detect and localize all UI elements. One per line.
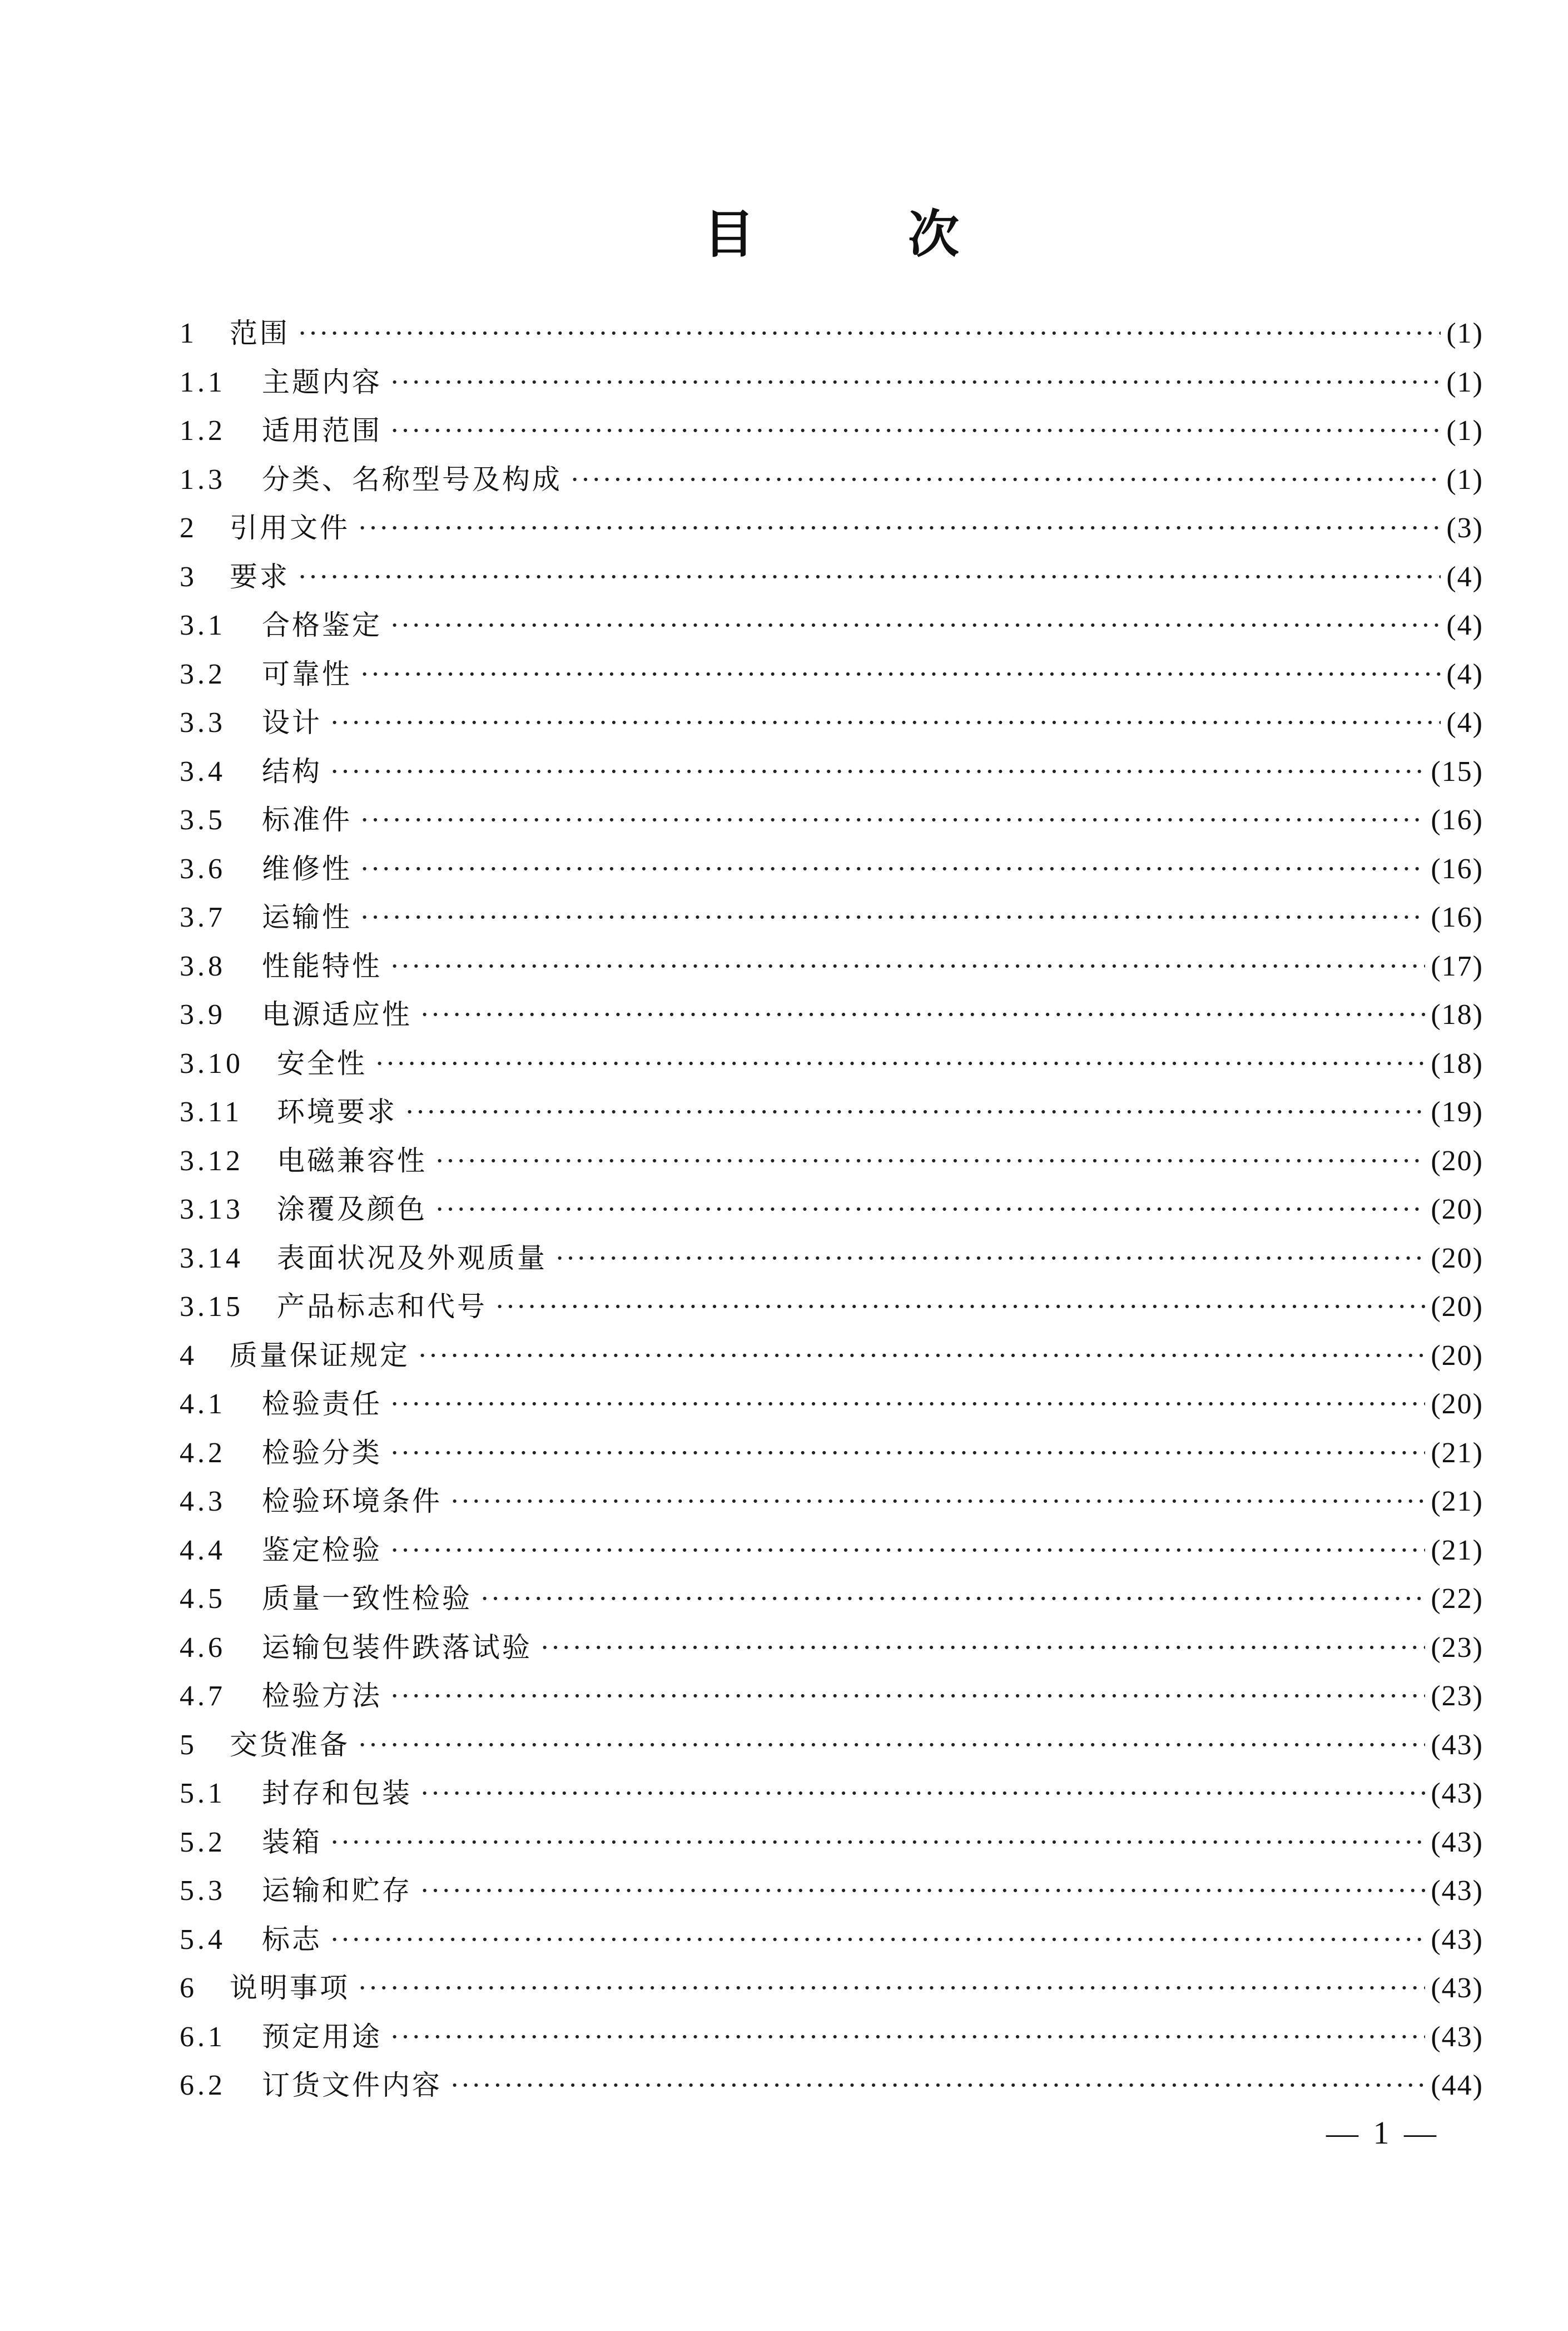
toc-entry-page: (23) [1431, 1631, 1483, 1664]
toc-entry-number: 5.1 [180, 1778, 226, 1809]
page-number: — 1 — [1326, 2115, 1440, 2151]
toc-entry-title: 预定用途 [262, 2020, 382, 2053]
toc-entry-title: 检验分类 [262, 1436, 382, 1469]
toc-dot-leader [375, 1040, 1425, 1088]
toc-entry [180, 1769, 1483, 1818]
toc-entry-page: (15) [1431, 755, 1483, 788]
toc-dot-leader [360, 796, 1425, 845]
toc-entry-number: 1.1 [180, 366, 226, 398]
toc-dot-leader [420, 1769, 1425, 1818]
toc-dot-leader [358, 504, 1441, 553]
toc-entry-number: 1 [180, 318, 197, 349]
toc-entry-number: 5.2 [180, 1826, 226, 1858]
toc-entry-title: 合格鉴定 [262, 609, 382, 641]
toc-entry [180, 942, 1483, 991]
toc-entry [180, 309, 1483, 358]
toc-dot-leader [360, 893, 1425, 942]
toc-entry-title: 设计 [262, 706, 322, 739]
toc-entry-number: 1.2 [180, 415, 226, 447]
toc-entry-number: 3.1 [180, 610, 226, 641]
toc-dot-leader [390, 1672, 1425, 1721]
toc-entry [180, 893, 1483, 942]
toc-entry [180, 1867, 1483, 1916]
toc-entry [180, 1721, 1483, 1770]
toc-dot-leader [570, 456, 1441, 504]
toc-dot-leader [435, 1185, 1425, 1234]
toc-entry [180, 1526, 1483, 1575]
toc-entry-page: (16) [1431, 804, 1483, 836]
toc-entry-title: 维修性 [262, 852, 352, 885]
toc-entry-page: (20) [1431, 1242, 1483, 1274]
toc-entry [180, 1477, 1483, 1526]
toc-entry-page: (22) [1431, 1583, 1483, 1615]
toc-entry-title: 适用范围 [262, 414, 382, 447]
toc-entry [180, 407, 1483, 456]
toc-entry-number: 5.3 [180, 1875, 226, 1907]
toc-entry-title: 说明事项 [230, 1972, 350, 2004]
toc-entry [180, 1429, 1483, 1478]
toc-dot-leader [540, 1624, 1425, 1672]
toc-entry [180, 1672, 1483, 1721]
toc-entry-page: (21) [1431, 1437, 1483, 1469]
toc-entry-title: 结构 [262, 755, 322, 788]
toc-entry-page: (20) [1431, 1291, 1483, 1323]
toc-entry-number: 4.6 [180, 1631, 226, 1664]
toc-entry [180, 1964, 1483, 2013]
toc-entry-number: 4.2 [180, 1437, 226, 1469]
toc-entry-number: 3.9 [180, 999, 226, 1031]
toc-entry-title: 性能特性 [262, 949, 382, 982]
toc-entry-title: 电磁兼容性 [277, 1144, 427, 1177]
toc-entry-title: 封存和包装 [262, 1777, 412, 1809]
toc-entry-title: 质量一致性检验 [262, 1582, 472, 1615]
toc-entry-page: (21) [1431, 1486, 1483, 1517]
toc-entry [180, 1624, 1483, 1672]
toc-dot-leader [360, 845, 1425, 894]
toc-dot-leader [555, 1234, 1425, 1283]
toc-dot-leader [297, 309, 1441, 358]
page-title [703, 204, 959, 265]
toc-dot-leader [390, 601, 1441, 650]
toc-dot-leader [480, 1575, 1425, 1624]
toc-entry [180, 1332, 1483, 1380]
toc-entry-number: 1.3 [180, 463, 226, 496]
toc-entry-title: 表面状况及外观质量 [277, 1241, 547, 1274]
toc-entry-title: 安全性 [277, 1047, 367, 1080]
toc-entry-page: (1) [1446, 415, 1483, 447]
toc-entry-title: 涂覆及颜色 [277, 1193, 427, 1225]
toc-entry [180, 1818, 1483, 1867]
toc-entry [180, 553, 1483, 602]
toc-entry [180, 1380, 1483, 1429]
toc-entry-title: 可靠性 [262, 657, 352, 690]
toc-entry [180, 504, 1483, 553]
toc-entry [180, 1234, 1483, 1283]
toc-entry-title: 交货准备 [230, 1728, 350, 1761]
toc-entry-page: (43) [1431, 1826, 1483, 1858]
toc-entry-page: (1) [1446, 318, 1483, 349]
toc-entry [180, 748, 1483, 796]
table-of-contents [180, 309, 1483, 2110]
toc-entry-title: 标准件 [262, 804, 352, 836]
toc-entry [180, 1283, 1483, 1332]
toc-entry-title: 电源适应性 [262, 998, 412, 1031]
toc-entry [180, 358, 1483, 407]
toc-entry-title: 质量保证规定 [230, 1339, 410, 1372]
toc-entry-number: 3.3 [180, 707, 226, 739]
toc-entry-number: 4 [180, 1339, 197, 1372]
toc-entry [180, 1040, 1483, 1088]
toc-entry [180, 601, 1483, 650]
toc-entry-number: 3.8 [180, 950, 226, 982]
toc-entry [180, 2061, 1483, 2110]
toc-entry-page: (4) [1446, 658, 1483, 690]
toc-entry-title: 运输性 [262, 901, 352, 933]
toc-dot-leader [435, 1137, 1425, 1186]
toc-entry-title: 运输和贮存 [262, 1874, 412, 1907]
toc-dot-leader [420, 1867, 1425, 1916]
toc-entry-title: 要求 [230, 560, 290, 593]
toc-entry-page: (19) [1431, 1096, 1483, 1128]
toc-dot-leader [358, 1721, 1425, 1770]
toc-entry-number: 4.1 [180, 1388, 226, 1420]
toc-entry-number: 3.7 [180, 902, 226, 933]
toc-dot-leader [390, 1526, 1425, 1575]
toc-dot-leader [330, 1916, 1425, 1964]
toc-entry-page: (16) [1431, 853, 1483, 885]
toc-entry-number: 3.12 [180, 1145, 244, 1177]
toc-entry-title: 装箱 [262, 1825, 322, 1858]
toc-entry-page: (43) [1431, 1729, 1483, 1761]
toc-dot-leader [330, 699, 1441, 748]
toc-entry-page: (43) [1431, 1875, 1483, 1907]
toc-dot-leader [358, 1964, 1425, 2013]
toc-entry-page: (4) [1446, 561, 1483, 593]
toc-entry-page: (18) [1431, 1047, 1483, 1080]
toc-entry [180, 1088, 1483, 1137]
toc-dot-leader [450, 1477, 1425, 1526]
toc-entry-title: 引用文件 [230, 512, 350, 544]
toc-entry [180, 1185, 1483, 1234]
toc-entry-title: 订货文件内容 [262, 2069, 442, 2101]
toc-entry-number: 2 [180, 512, 197, 544]
toc-dot-leader [418, 1332, 1425, 1380]
toc-entry-page: (44) [1431, 2070, 1483, 2101]
toc-dot-leader [360, 650, 1441, 699]
toc-entry-page: (18) [1431, 999, 1483, 1031]
toc-entry [180, 845, 1483, 894]
toc-dot-leader [390, 407, 1441, 456]
title-char: 次 [907, 204, 959, 264]
toc-entry-page: (43) [1431, 1972, 1483, 2004]
toc-entry-page: (17) [1431, 950, 1483, 982]
toc-dot-leader [495, 1283, 1425, 1332]
toc-entry-page: (20) [1431, 1194, 1483, 1225]
toc-entry-number: 3.4 [180, 755, 226, 788]
toc-dot-leader [390, 358, 1441, 407]
toc-entry-title: 鉴定检验 [262, 1533, 382, 1566]
toc-entry-number: 3.6 [180, 853, 226, 885]
toc-entry-number: 4.5 [180, 1583, 226, 1615]
toc-entry-title: 检验方法 [262, 1680, 382, 1712]
toc-entry [180, 991, 1483, 1040]
toc-entry-title: 检验责任 [262, 1388, 382, 1420]
toc-dot-leader [330, 1818, 1425, 1867]
toc-entry [180, 796, 1483, 845]
toc-entry-title: 分类、名称型号及构成 [262, 463, 562, 496]
toc-entry-title: 产品标志和代号 [277, 1290, 487, 1323]
toc-entry-page: (43) [1431, 2021, 1483, 2053]
toc-entry [180, 1916, 1483, 1964]
toc-entry-number: 3.2 [180, 658, 226, 690]
toc-entry-number: 4.4 [180, 1534, 226, 1566]
toc-entry-page: (1) [1446, 366, 1483, 398]
toc-dot-leader [390, 1429, 1425, 1478]
toc-dot-leader [330, 748, 1425, 796]
toc-entry-title: 范围 [230, 317, 290, 349]
toc-entry-number: 3.14 [180, 1242, 244, 1274]
toc-entry-page: (43) [1431, 1923, 1483, 1956]
toc-entry-page: (4) [1446, 610, 1483, 641]
toc-entry-page: (23) [1431, 1680, 1483, 1712]
toc-entry [180, 456, 1483, 504]
toc-entry-page: (16) [1431, 902, 1483, 933]
toc-dot-leader [390, 2013, 1425, 2062]
toc-entry-page: (20) [1431, 1388, 1483, 1420]
toc-entry-number: 6.2 [180, 2070, 226, 2101]
toc-entry [180, 1575, 1483, 1624]
toc-entry-number: 4.3 [180, 1486, 226, 1517]
toc-dot-leader [420, 991, 1425, 1040]
toc-entry-page: (3) [1446, 512, 1483, 544]
toc-entry [180, 1137, 1483, 1186]
toc-entry-title: 主题内容 [262, 365, 382, 398]
toc-entry-number: 6.1 [180, 2021, 226, 2053]
toc-entry-number: 5 [180, 1729, 197, 1761]
toc-entry-number: 3.5 [180, 804, 226, 836]
toc-dot-leader [390, 1380, 1425, 1429]
title-char: 目 [703, 204, 755, 264]
toc-entry-number: 4.7 [180, 1680, 226, 1712]
toc-entry-title: 运输包装件跌落试验 [262, 1631, 532, 1664]
toc-entry-number: 3.11 [180, 1096, 243, 1128]
toc-entry-number: 3.13 [180, 1194, 244, 1225]
toc-dot-leader [390, 942, 1425, 991]
toc-entry-title: 检验环境条件 [262, 1485, 442, 1517]
toc-dot-leader [297, 553, 1441, 602]
toc-entry-number: 3.15 [180, 1291, 244, 1323]
toc-entry-number: 3.10 [180, 1047, 244, 1080]
toc-entry [180, 699, 1483, 748]
toc-entry-number: 3 [180, 561, 197, 593]
toc-entry-title: 标志 [262, 1923, 322, 1956]
toc-entry [180, 650, 1483, 699]
toc-entry-number: 6 [180, 1972, 197, 2004]
toc-dot-leader [405, 1088, 1425, 1137]
toc-entry-page: (43) [1431, 1778, 1483, 1809]
toc-entry [180, 2013, 1483, 2062]
toc-entry-page: (4) [1446, 707, 1483, 739]
toc-entry-page: (20) [1431, 1339, 1483, 1372]
toc-entry-page: (21) [1431, 1534, 1483, 1566]
toc-entry-title: 环境要求 [277, 1096, 397, 1128]
toc-dot-leader [450, 2061, 1425, 2110]
toc-entry-page: (20) [1431, 1145, 1483, 1177]
toc-entry-number: 5.4 [180, 1923, 226, 1956]
toc-entry-page: (1) [1446, 463, 1483, 496]
